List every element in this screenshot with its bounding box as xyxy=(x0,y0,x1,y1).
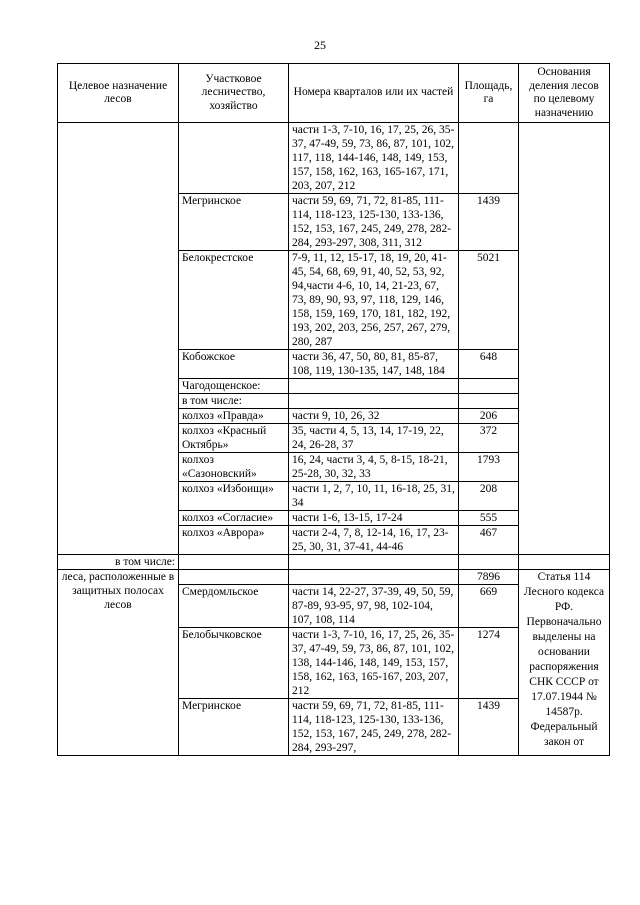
protective-purpose-cell: леса, расположенные в защитных полосах лесов xyxy=(58,570,179,756)
district-cell: Мегринское xyxy=(179,699,289,756)
district-cell: колхоз «Избоищи» xyxy=(179,482,289,511)
district-cell: колхоз «Правда» xyxy=(179,409,289,424)
header-blocks: Номера кварталов или их частей xyxy=(289,64,459,123)
blocks-cell xyxy=(289,379,459,394)
area-cell xyxy=(459,379,519,394)
area-cell: 648 xyxy=(459,350,519,379)
area-cell: 206 xyxy=(459,409,519,424)
area-cell: 5021 xyxy=(459,251,519,350)
blocks-cell: части 59, 69, 71, 72, 81-85, 111-114, 118-123, 125-130, 133-136, 152, 153, 167, 245, 249, 278, 282-284, 293-297, xyxy=(289,699,459,756)
header-district: Участковое лесничество, хозяйство xyxy=(179,64,289,123)
purpose-cell-continued xyxy=(58,123,179,555)
area-cell: 1439 xyxy=(459,194,519,251)
header-basis: Основания деления лесов по целевому назначению xyxy=(519,64,610,123)
district-cell: Мегринское xyxy=(179,194,289,251)
table-row xyxy=(58,123,610,194)
district-cell: Смердомльское xyxy=(179,585,289,628)
blocks-cell: части 1, 2, 7, 10, 11, 16-18, 25, 31, 34 xyxy=(289,482,459,511)
area-cell: 372 xyxy=(459,424,519,453)
blocks-cell: 16, 24, части 3, 4, 5, 8-15, 18-21, 25-28, 30, 32, 33 xyxy=(289,453,459,482)
blocks-cell: части 9, 10, 26, 32 xyxy=(289,409,459,424)
header-purpose: Целевое назначение лесов xyxy=(58,64,179,123)
district-cell: колхоз «Сазоновский» xyxy=(179,453,289,482)
area-cell: 1439 xyxy=(459,699,519,756)
in-total-label: в том числе: xyxy=(58,555,179,570)
district-cell: колхоз «Согласие» xyxy=(179,511,289,526)
blocks-cell: части 1-3, 7-10, 16, 17, 25, 26, 35-37, 47-49, 59, 73, 86, 87, 101, 102, 138, 144-146, 148, 149, 153, 157, 158, 162, 163, 165-167, 203, 207, 212 xyxy=(289,628,459,699)
protective-basis-cell: Статья 114 Лесного кодекса РФ. Первоначально выделены на основании распоряжения СНК СССР от 17.07.1944 № 14587р. Федеральный закон от xyxy=(519,570,610,756)
protective-total-area: 7896 xyxy=(459,570,519,585)
blocks-cell: 7-9, 11, 12, 15-17, 18, 19, 20, 41-45, 54, 68, 69, 91, 40, 52, 53, 92, 94,части 4-6, 10, 14, 21-23, 67, 73, 89, 90, 93, 97, 118, 129, 146, 158, 159, 169, 170, 181, 182, 192, 193, 202, 203, 256, 257, 267, 279, 280, 287 xyxy=(289,251,459,350)
in-total-row xyxy=(58,555,610,570)
forest-purpose-table xyxy=(57,63,610,756)
blocks-cell: части 2-4, 7, 8, 12-14, 16, 17, 23-25, 30, 31, 37-41, 44-46 xyxy=(289,526,459,555)
page-number: 25 xyxy=(314,38,326,52)
district-cell: колхоз «Аврора» xyxy=(179,526,289,555)
area-cell: 1793 xyxy=(459,453,519,482)
blocks-cell: части 14, 22-27, 37-39, 49, 50, 59, 87-89, 93-95, 97, 98, 102-104, 107, 108, 114 xyxy=(289,585,459,628)
blocks-cell: части 59, 69, 71, 72, 81-85, 111-114, 118-123, 125-130, 133-136, 152, 153, 167, 245, 249, 278, 282-284, 293-297, 308, 311, 312 xyxy=(289,194,459,251)
area-cell: 467 xyxy=(459,526,519,555)
district-cell xyxy=(179,123,289,194)
blocks-cell xyxy=(289,394,459,409)
area-cell: 669 xyxy=(459,585,519,628)
blocks-cell: 35, части 4, 5, 13, 14, 17-19, 22, 24, 26-28, 37 xyxy=(289,424,459,453)
area-cell xyxy=(459,123,519,194)
district-cell: Чагодощенское: xyxy=(179,379,289,394)
basis-cell-continued xyxy=(519,123,610,555)
district-cell: колхоз «Красный Октябрь» xyxy=(179,424,289,453)
protective-total-row xyxy=(58,570,610,585)
blocks-cell: части 1-6, 13-15, 17-24 xyxy=(289,511,459,526)
district-cell: в том числе: xyxy=(179,394,289,409)
district-cell: Кобожское xyxy=(179,350,289,379)
header-area: Площадь, га xyxy=(459,64,519,123)
area-cell: 555 xyxy=(459,511,519,526)
blocks-cell: части 36, 47, 50, 80, 81, 85-87, 108, 119, 130-135, 147, 148, 184 xyxy=(289,350,459,379)
table-header-row xyxy=(58,64,610,123)
district-cell: Белобычковское xyxy=(179,628,289,699)
area-cell xyxy=(459,394,519,409)
area-cell: 208 xyxy=(459,482,519,511)
blocks-cell: части 1-3, 7-10, 16, 17, 25, 26, 35-37, 47-49, 59, 73, 86, 87, 101, 102, 117, 118, 144-146, 148, 149, 153, 157, 158, 162, 163, 165-167, 171, 203, 207, 212 xyxy=(289,123,459,194)
district-cell: Белокрестское xyxy=(179,251,289,350)
area-cell: 1274 xyxy=(459,628,519,699)
